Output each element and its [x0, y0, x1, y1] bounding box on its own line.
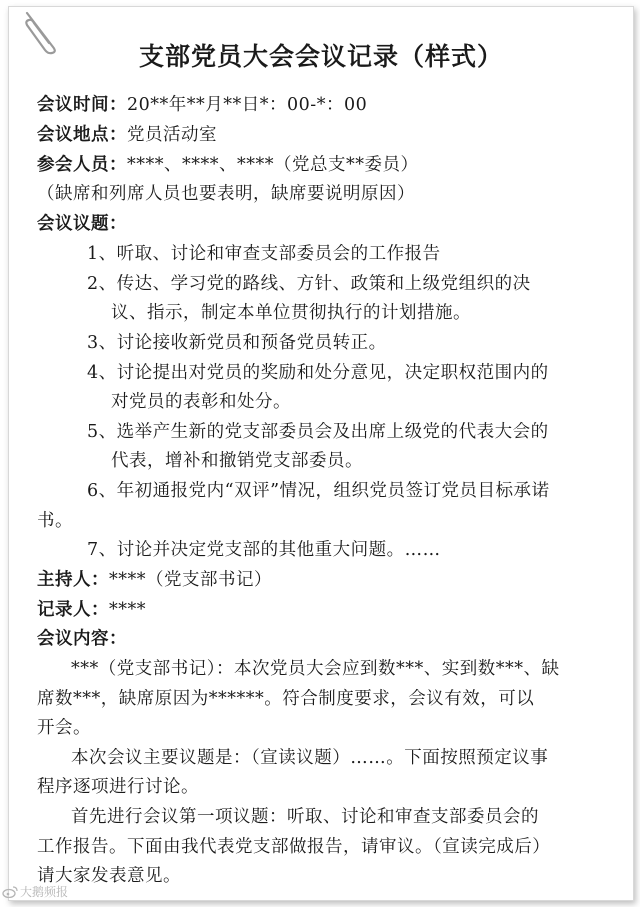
recorder-row — [37, 598, 146, 622]
host-value: ****（党支部书记） — [109, 570, 272, 590]
attendees-note: （缺席和列席人员也要表明，缺席要说明原因） — [37, 184, 415, 204]
agenda-item-1: 1、听取、讨论和审查支部委员会的工作报告 — [87, 244, 441, 264]
agenda-heading: 会议议题： — [37, 214, 127, 234]
host-label: 主持人： — [37, 570, 109, 590]
document-title: 支部党员大会会议记录（样式） — [138, 42, 503, 71]
agenda-item-5-cont: 代表，增补和撤销党支部委员。 — [111, 451, 363, 471]
content-para-1-end: 开会。 — [37, 718, 91, 738]
agenda-item-6: 6、年初通报党内“双评”情况，组织党员签订党员目标承诺 — [87, 481, 550, 501]
meeting-place-label: 会议地点： — [37, 125, 127, 145]
agenda-item-3: 3、讨论接收新党员和预备党员转正。 — [87, 333, 387, 353]
attendees-value: ****、****、****（党总支**委员） — [127, 155, 419, 175]
attendees-label: 参会人员： — [37, 155, 127, 175]
attendees-row — [37, 153, 419, 177]
meeting-time-value: 20**年**月**日*：00-*：00 — [127, 95, 368, 115]
agenda-item-4: 4、讨论提出对党员的奖励和处分意见，决定职权范围内的 — [87, 363, 549, 383]
content-para-2-cont: 程序逐项进行讨论。 — [37, 777, 199, 797]
watermark-text: 大鹅频报 — [20, 885, 69, 899]
recorder-label: 记录人： — [37, 600, 109, 620]
host-row — [37, 568, 272, 592]
meeting-place-row — [37, 123, 217, 147]
content-heading: 会议内容： — [37, 629, 127, 649]
meeting-place-value: 党员活动室 — [127, 125, 217, 145]
content-para-3: 首先进行会议第一项议题：听取、讨论和审查支部委员会的 — [71, 807, 539, 827]
content-para-3-end: 请大家发表意见。 — [37, 866, 181, 886]
content-para-3-cont: 工作报告。下面由我代表党支部做报告，请审议。（宣读完成后） — [37, 837, 551, 857]
content-para-2: 本次会议主要议题是：（宣读议题）……。下面按照预定议事 — [71, 748, 549, 768]
agenda-item-2-cont: 议、指示，制定本单位贯彻执行的计划措施。 — [111, 303, 471, 323]
meeting-time-label: 会议时间： — [37, 95, 127, 115]
watermark — [2, 883, 68, 900]
agenda-item-4-cont: 对党员的表彰和处分。 — [111, 392, 291, 412]
meeting-time-row — [37, 93, 367, 117]
agenda-item-6-cont: 书。 — [37, 511, 73, 531]
agenda-item-2: 2、传达、学习党的路线、方针、政策和上级党组织的决 — [87, 274, 531, 294]
content-para-1: ***（党支部书记）：本次党员大会应到数***、实到数***、缺 — [71, 659, 560, 679]
agenda-item-7: 7、讨论并决定党支部的其他重大问题。…… — [87, 540, 441, 560]
document-page — [8, 6, 634, 901]
agenda-item-5: 5、选举产生新的党支部委员会及出席上级党的代表大会的 — [87, 422, 549, 442]
content-para-1-cont: 席数***，缺席原因为******。符合制度要求，会议有效，可以 — [37, 689, 535, 709]
weibo-logo-icon — [2, 886, 18, 898]
recorder-value: **** — [109, 600, 146, 620]
